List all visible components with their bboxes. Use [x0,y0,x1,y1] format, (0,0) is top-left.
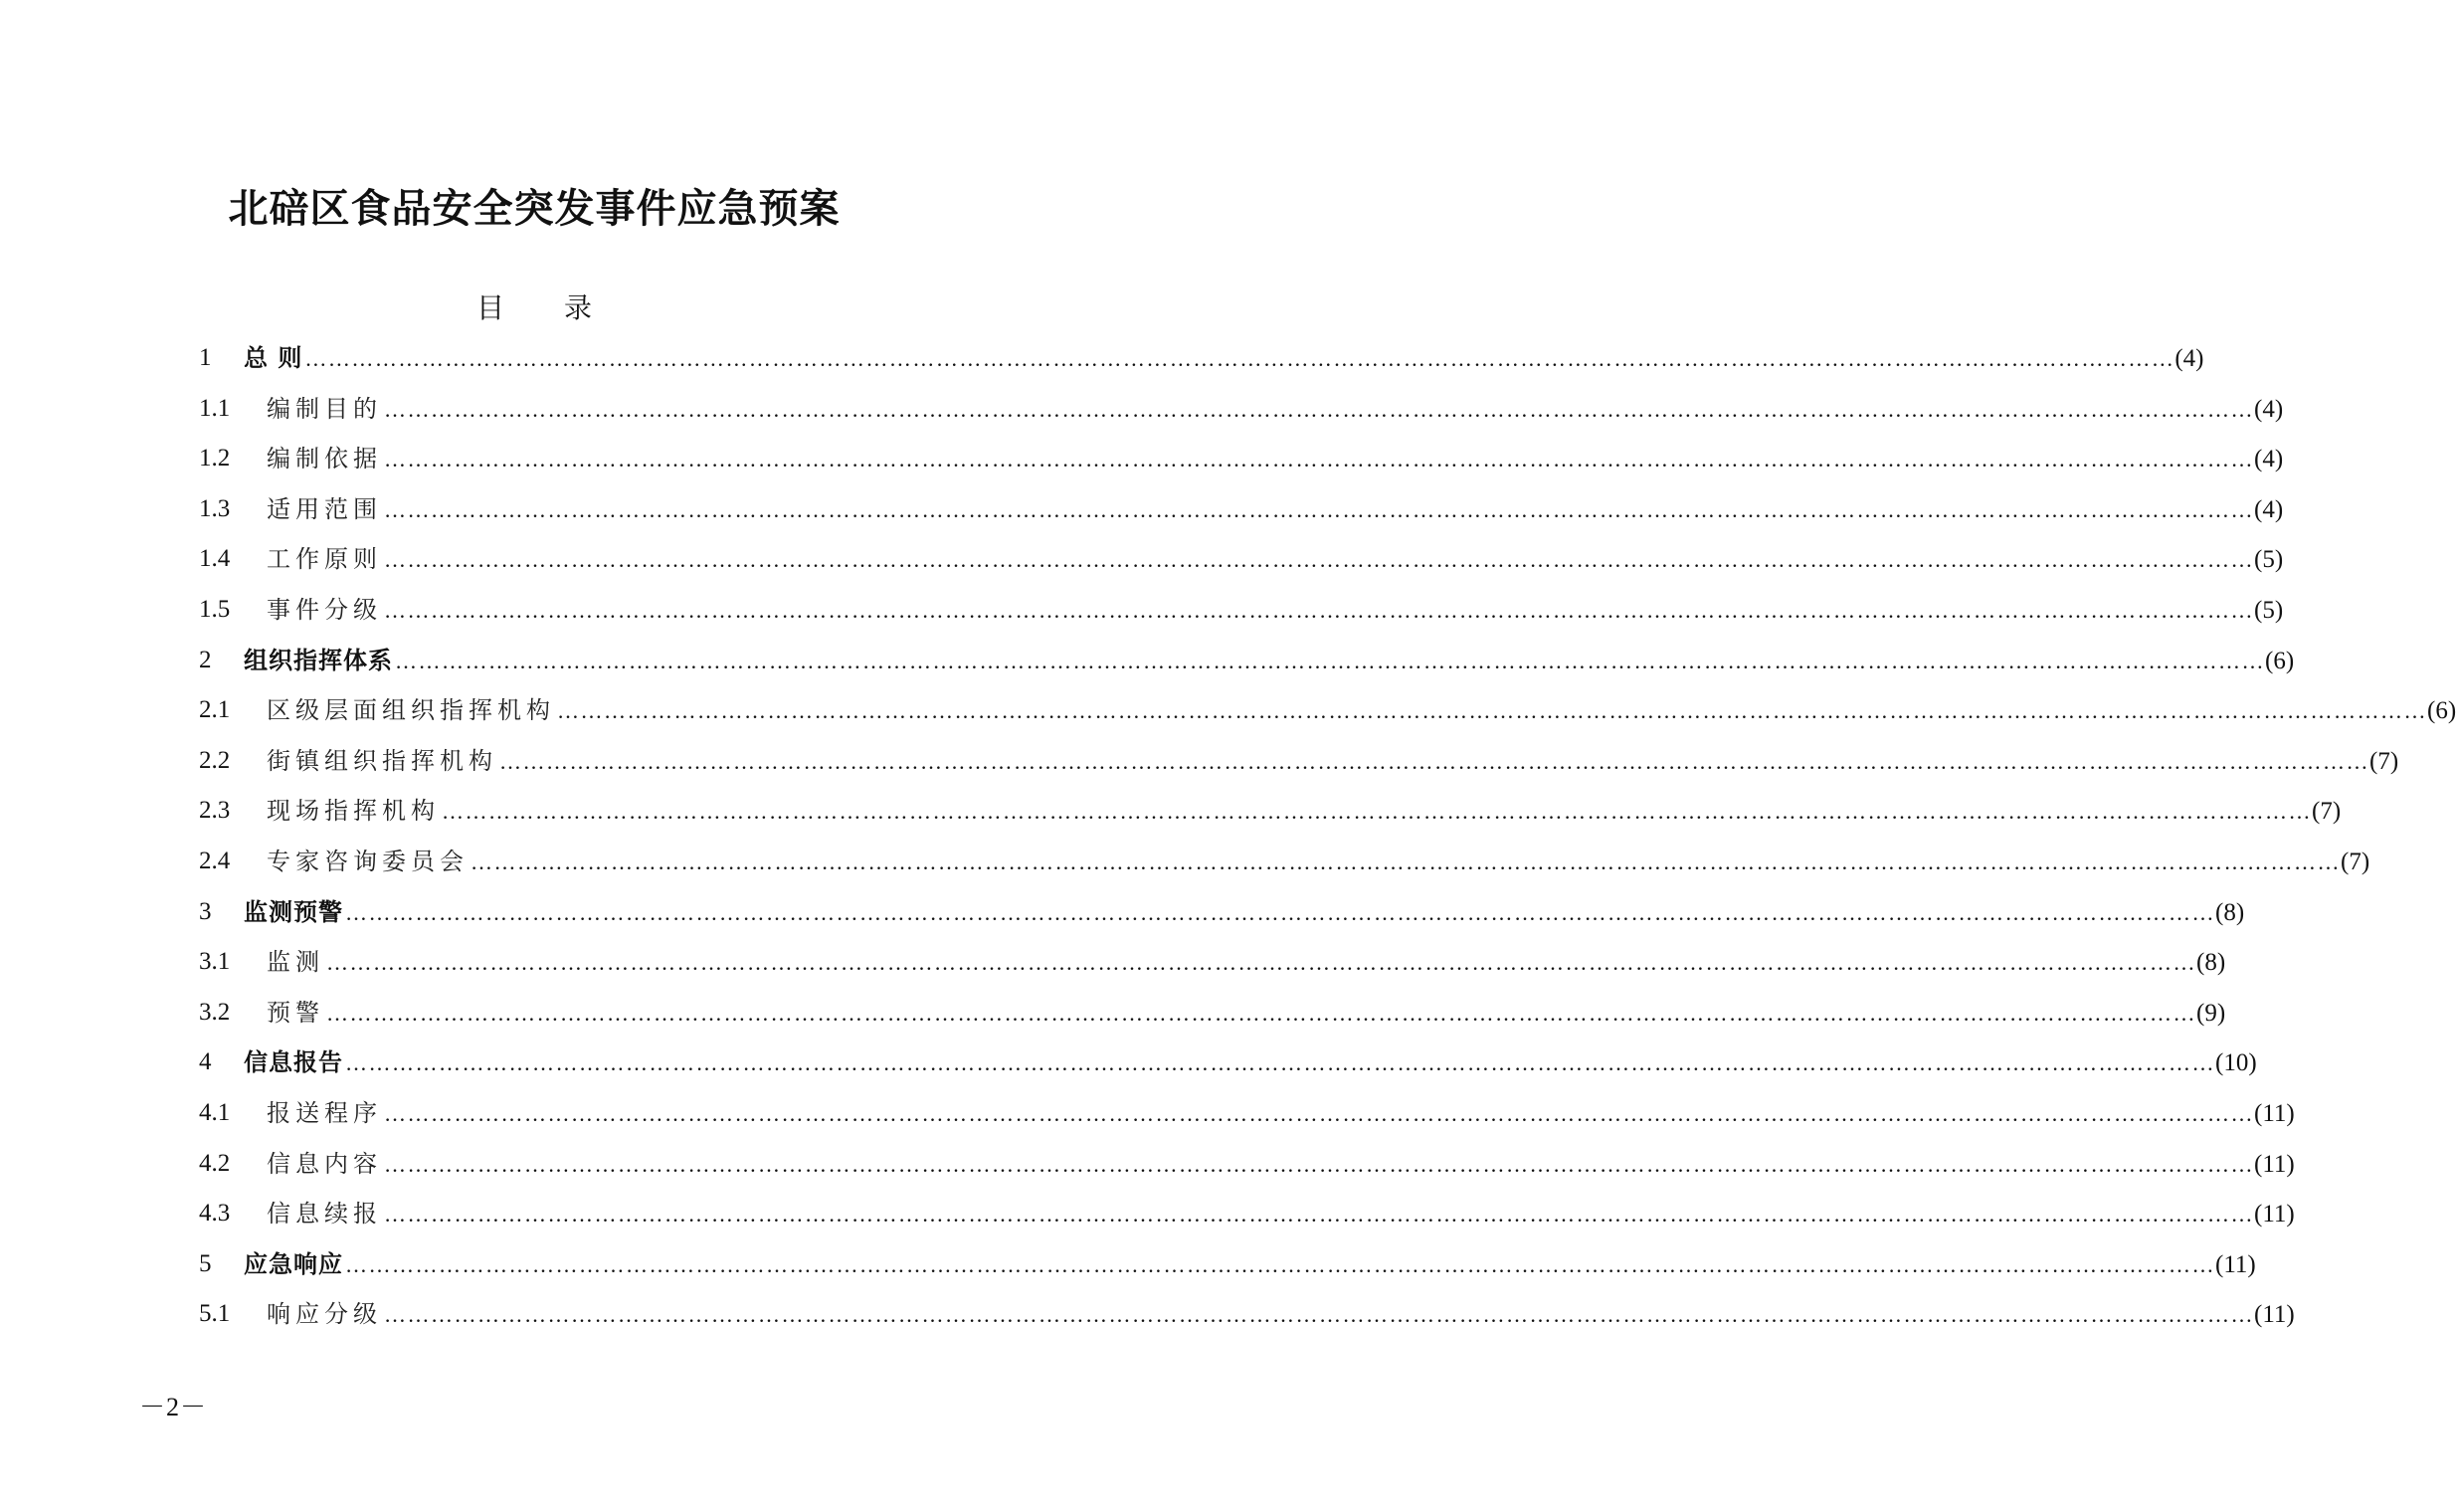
toc-entry-number: 2.2 [199,746,231,774]
toc-entry-title: 适用范围 [267,494,382,523]
toc-entry-number: 4 [199,1048,212,1076]
toc-entry [199,1139,2295,1190]
toc-heading-left: 目 [475,291,504,324]
toc-entry-page: (11) [2254,1150,2295,1178]
toc-entry-number: 5.1 [199,1300,231,1328]
toc-entry [199,786,2342,837]
toc-entry [199,585,2284,636]
toc-entry-title: 预警 [267,998,324,1027]
toc-entry [199,333,2204,384]
toc-dot-leader: …………………………………………………………………………………………………………………………………………………………………………………………………………………… [384,1151,2254,1177]
toc-entry-title: 编制依据 [267,445,382,473]
toc-entry [199,736,2399,787]
toc-dot-leader: …………………………………………………………………………………………………………………………………………………………………………………………………………………… [384,597,2254,623]
toc-entry [199,484,2284,535]
toc-entry-title: 现场指挥机构 [267,797,440,826]
toc-entry [199,937,2226,988]
toc-dot-leader: …………………………………………………………………………………………………………………………………………………………………………………………………………………… [384,547,2254,573]
toc-entry [199,1239,2256,1290]
toc-dot-leader: …………………………………………………………………………………………………………………………………………………………………………………………………………………… [345,899,2215,925]
toc-entry-title: 街镇组织指挥机构 [267,746,497,775]
toc-entry [199,1289,2295,1340]
toc-entry-number: 4.1 [199,1098,231,1126]
toc-entry-title: 响应分级 [267,1300,382,1329]
toc-entry-title: 工作原则 [267,545,382,574]
toc-dot-leader: …………………………………………………………………………………………………………………………………………………………………………………………………………………… [384,496,2254,522]
toc-entry-number: 4.3 [199,1200,231,1228]
toc-entry-title: 信息内容 [267,1149,382,1178]
toc-entry [199,685,2456,736]
toc-entry-title: 专家咨询委员会 [267,847,469,875]
toc-entry [199,434,2284,484]
toc-entry [199,837,2370,887]
toc-entry [199,534,2284,585]
toc-entry [199,988,2226,1039]
toc-entry-number: 5 [199,1249,212,1277]
toc-entry-number: 3.1 [199,948,231,976]
toc-entry-title: 编制目的 [267,394,382,423]
toc-entry-page: (8) [2196,949,2226,977]
toc-heading [0,286,1068,326]
toc-entry-number: 2 [199,646,212,673]
toc-entry [199,887,2245,938]
toc-entry-page: (5) [2254,596,2284,624]
toc-entry-page: (7) [2312,798,2342,826]
toc-entry-page: (11) [2254,1099,2295,1127]
toc-dot-leader: …………………………………………………………………………………………………………………………………………………………………………………………………………………… [395,648,2265,673]
toc-dot-leader: …………………………………………………………………………………………………………………………………………………………………………………………………………………… [442,799,2312,825]
toc-entry [199,1088,2295,1139]
toc-entry-page: (4) [2254,446,2284,473]
toc-dot-leader: …………………………………………………………………………………………………………………………………………………………………………………………………………………… [345,1050,2215,1076]
toc-dot-leader: …………………………………………………………………………………………………………………………………………………………………………………………………………………… [384,396,2254,422]
toc-dot-leader: …………………………………………………………………………………………………………………………………………………………………………………………………………………… [384,1202,2254,1228]
toc-entry-page: (11) [2215,1250,2256,1278]
toc-entry-title: 监测预警 [244,897,343,926]
table-of-contents [199,333,2456,1340]
toc-entry-page: (4) [2174,345,2204,372]
toc-entry-title: 应急响应 [244,1249,343,1278]
toc-entry-number: 1.1 [199,394,231,422]
toc-entry-number: 1.3 [199,494,231,522]
toc-entry-number: 1 [199,344,212,371]
toc-entry [199,636,2295,686]
toc-entry-number: 2.1 [199,696,231,724]
toc-entry-number: 1.2 [199,445,231,472]
toc-heading-right: 录 [564,291,593,324]
toc-entry-number: 3 [199,897,212,925]
toc-dot-leader: …………………………………………………………………………………………………………………………………………………………………………………………………………………… [384,447,2254,472]
toc-entry-title: 总 则 [244,344,303,372]
toc-entry-title: 报送程序 [267,1098,382,1127]
toc-dot-leader: …………………………………………………………………………………………………………………………………………………………………………………………………………………… [384,1100,2254,1126]
toc-entry [199,1189,2295,1239]
toc-dot-leader: …………………………………………………………………………………………………………………………………………………………………………………………………………………… [345,1251,2215,1277]
toc-dot-leader: …………………………………………………………………………………………………………………………………………………………………………………………………………………… [304,346,2175,371]
toc-dot-leader: …………………………………………………………………………………………………………………………………………………………………………………………………………………… [326,950,2196,976]
toc-entry-title: 事件分级 [267,595,382,624]
toc-entry-number: 2.4 [199,847,231,874]
toc-entry-title: 组织指挥体系 [244,646,393,674]
toc-entry-number: 3.2 [199,998,231,1026]
document-title: 北碚区食品安全突发事件应急预案 [228,185,841,232]
toc-entry-page: (4) [2254,395,2284,423]
toc-entry-page: (6) [2427,697,2456,725]
page-number: －2－ [139,1393,208,1421]
toc-entry-page: (5) [2254,546,2284,574]
toc-entry-number: 4.2 [199,1149,231,1177]
toc-entry [199,384,2284,435]
toc-entry-title: 区级层面组织指挥机构 [267,696,555,725]
toc-dot-leader: …………………………………………………………………………………………………………………………………………………………………………………………………………………… [499,748,2369,774]
toc-entry-page: (7) [2369,747,2399,775]
toc-entry-page: (4) [2254,495,2284,523]
toc-entry-page: (9) [2196,999,2226,1027]
toc-entry-number: 1.5 [199,595,231,623]
toc-entry-page: (8) [2215,898,2245,926]
toc-dot-leader: …………………………………………………………………………………………………………………………………………………………………………………………………………………… [557,698,2427,724]
toc-entry-title: 信息报告 [244,1048,343,1077]
toc-entry-page: (11) [2254,1301,2295,1329]
toc-entry-title: 监测 [267,948,324,977]
toc-entry-title: 信息续报 [267,1200,382,1228]
toc-entry-page: (11) [2254,1201,2295,1228]
toc-entry-page: (6) [2265,647,2295,674]
toc-dot-leader: …………………………………………………………………………………………………………………………………………………………………………………………………………………… [326,1000,2196,1026]
toc-entry-page: (7) [2341,848,2370,875]
toc-dot-leader: …………………………………………………………………………………………………………………………………………………………………………………………………………………… [471,849,2341,874]
toc-entry [199,1038,2257,1088]
toc-entry-number: 1.4 [199,545,231,573]
toc-entry-number: 2.3 [199,797,231,825]
toc-dot-leader: …………………………………………………………………………………………………………………………………………………………………………………………………………………… [384,1302,2254,1328]
toc-entry-page: (10) [2215,1049,2257,1077]
